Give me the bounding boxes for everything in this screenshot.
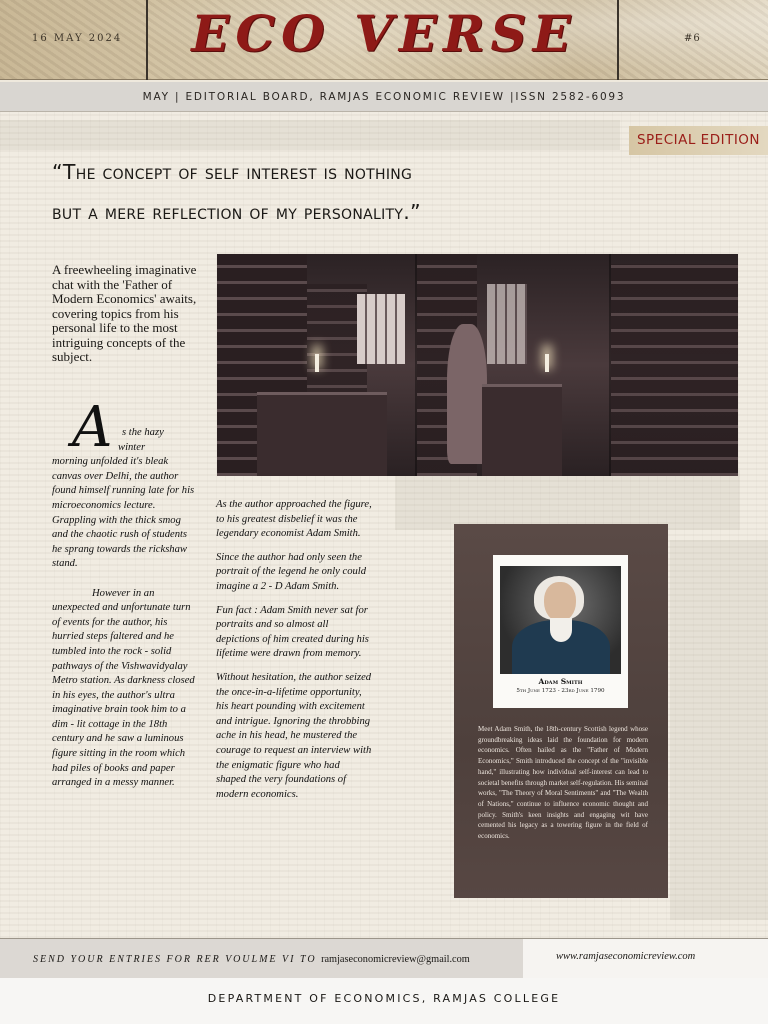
portrait-polaroid [493,555,628,708]
publication-title: ECO VERSE [191,4,577,63]
adam-smith-figure [447,324,487,464]
info-bar: MAY | EDITORIAL BOARD, RAMJAS ECONOMIC REVIEW |ISSN 2582-6093 [0,82,768,112]
article-column-1 [52,426,198,805]
candle [315,354,319,372]
issue-number: #6 [684,33,701,44]
article-line: winter [118,441,146,453]
drop-cap: A [72,395,113,460]
indent-spacer [52,588,92,599]
article-paragraph [52,587,198,791]
adam-smith-portrait [500,566,621,674]
article-column-2 [216,498,372,811]
special-edition-badge: SPECIAL EDITION [629,126,768,155]
submission-text: SEND YOUR ENTRIES FOR RER VOULME VI TO [33,954,317,965]
portrait-name: Adam Smith [538,677,583,686]
quote-line-1: “The concept of self interest is nothing [52,160,413,184]
portrait-cravat [550,618,572,642]
background-block [0,120,620,150]
desk [257,392,387,476]
background-block [670,540,768,920]
library-illustration [217,254,738,476]
masthead [0,0,768,80]
background-block [395,470,740,530]
article-text: morning unfolded it's bleak canvas over Delhi, the author found himself running late for his microeconomics lecture. Grappling with the thick smog and the chaotic rush of students he sprang towards the rickshaw stand. [52,456,195,570]
window [357,294,405,364]
footer-bar [0,938,768,978]
article-line: s the hazy [122,427,164,438]
article-paragraph: Fun fact : Adam Smith never sat for portraits and so almost all depictions of him created during his lifetime were drawn from memory. [216,604,369,660]
window [487,284,527,364]
candle [545,354,549,372]
submission-notice [33,954,470,965]
article-paragraph: Without hesitation, the author seized the once-in-a-lifetime opportunity, his heart pounding with excitement and intrigue. Ignoring the throbbing ache in his head, he mustered the courage to request an interview with the enigmatic figure who had shaped the very foundations of modern economics. [216,671,372,800]
website-panel [523,939,768,979]
website-link[interactable]: www.ramjaseconomicreview.com [556,951,696,962]
portrait-face [544,582,576,622]
pull-quote [52,152,572,232]
profile-card [454,524,668,898]
article-paragraph: Since the author had only seen the portrait of the legend he only could imagine a 2 - D Adam Smith. [216,551,367,592]
profile-bio: Meet Adam Smith, the 18th-century Scottish legend whose groundbreaking ideas laid the foundation for modern economics. Often hailed as the "Father of Modern Economics," Smith introduced the concept of the "invisible hand," illustrating how individual self-interest can lead to societal benefits through market self-regulation. His seminal works, "The Theory of Moral Sentiments" and "The Wealth of Nations," continue to influence economic thought and policy. Smith's keen insights and engaging wit have cemented his legacy as a towering figure in the field of economics. [478,725,648,841]
article-paragraph [52,426,198,572]
article-text: However in an unexpected and unfortunate turn of events for the author, his hurried steps faltered and he tumbled into the rock - solid pathways of the Vishwavidyalay Metro station. As darkness closed in his eyes, the author's ultra imaginative brain took him to a dim - lit cottage in the 18th century and he saw a luminous figure sitting in the room which had piles of books and paper arranged in a messy manner. [52,587,195,789]
department-footer: DEPARTMENT OF ECONOMICS, RAMJAS COLLEGE [0,978,768,1024]
portrait-dates: 5th June 1723 - 23rd June 1790 [516,688,605,694]
contact-email[interactable]: ramjaseconomicreview@gmail.com [321,954,470,965]
quote-line-2: but a mere reflection of my personality.” [52,200,421,224]
desk [482,384,562,476]
intro-text: A freewheeling imaginative chat with the 'Father of Modern Economics' awaits, covering topics from his personal life to the most intriguing concepts of the subject. [52,262,197,364]
bookshelf [611,264,738,476]
article-paragraph: As the author approached the figure, to his greatest disbelief it was the legendary economist Adam Smith. [216,499,372,540]
issue-date: 16 MAY 2024 [32,33,123,44]
masthead-divider [146,0,148,80]
